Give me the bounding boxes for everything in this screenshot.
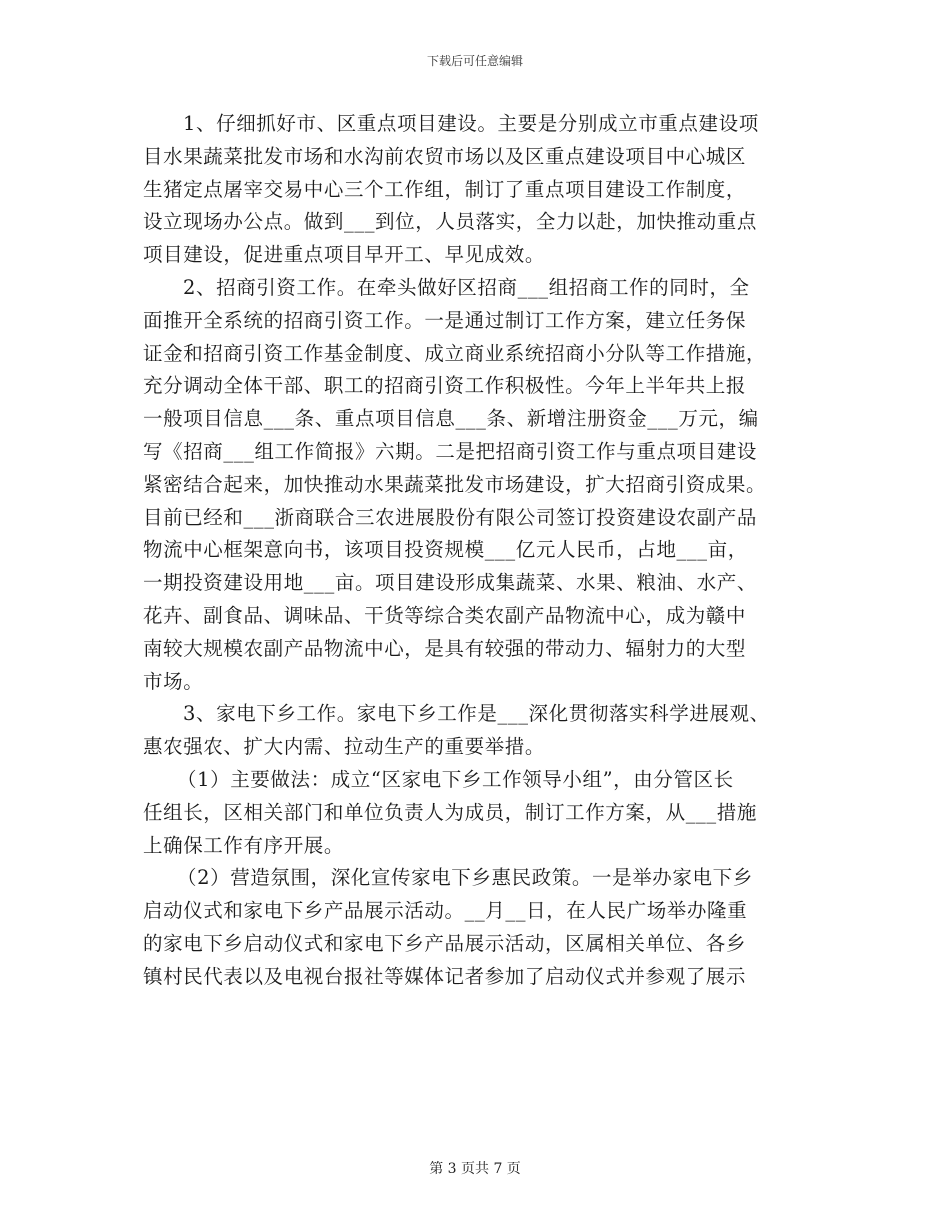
paragraph-line: 市场。: [143, 669, 204, 693]
paragraph-line: 1、仔细抓好市、区重点项目建设。主要是分别成立市重点建设项: [183, 112, 759, 135]
paragraph-line: 3、家电下乡工作。家电下乡工作是___深化贯彻落实科学进展观、: [183, 702, 770, 726]
paragraph-line: 一期投资建设用地___亩。项目建设形成集蔬菜、水果、粮油、水产、: [143, 571, 757, 595]
paragraph-line: 充分调动全体干部、职工的招商引资工作积极性。今年上半年共上报: [143, 374, 747, 398]
page-number: 第 3 页共 7 页: [429, 1161, 521, 1177]
paragraph-line: 任组长，区相关部门和单位负责人为成员，制订工作方案，从___措施: [143, 800, 757, 824]
paragraph-line: 上确保工作有序开展。: [143, 833, 345, 857]
paragraph-line: 目前已经和___浙商联合三农进展股份有限公司签订投资建设农副产品: [143, 505, 757, 529]
paragraph-line: 2、招商引资工作。在牵头做好区招商___组招商工作的同时，全: [183, 275, 750, 299]
paragraph-line: 面推开全系统的招商引资工作。一是通过制订工作方案，建立任务保: [143, 308, 747, 332]
paragraph-line: 紧密结合起来，加快推动水果蔬菜批发市场建设，扩大招商引资成果。: [143, 472, 767, 496]
paragraph-line: 花卉、副食品、调味品、干货等综合类农副产品物流中心，成为赣中: [143, 603, 747, 627]
paragraph-line: 镇村民代表以及电视台报社等媒体记者参加了启动仪式并参观了展示: [143, 964, 747, 988]
paragraph-line: （1）主要做法：成立“区家电下乡工作领导小组”，由分管区长: [177, 767, 734, 791]
paragraph-line: 一般项目信息___条、重点项目信息___条、新增注册资金___万元，编: [143, 407, 759, 431]
paragraph-line: 证金和招商引资工作基金制度、成立商业系统招商小分队等工作措施，: [143, 341, 767, 365]
paragraph-line: 物流中心框架意向书，该项目投资规模___亿元人民币，占地___亩，: [143, 538, 748, 562]
paragraph-line: 惠农强农、扩大内需、拉动生产的重要举措。: [143, 735, 546, 759]
paragraph-line: （2）营造氛围，深化宣传家电下乡惠民政策。一是举办家电下乡: [177, 866, 753, 890]
paragraph-line: 设立现场办公点。做到___到位，人员落实，全力以赴，加快推动重点: [143, 210, 757, 234]
page-header: 下载后可任意编辑: [426, 54, 523, 68]
paragraph-line: 写《招商___组工作简报》六期。二是把招商引资工作与重点项目建设: [143, 439, 757, 463]
paragraph-line: 南较大规模农副产品物流中心，是具有较强的带动力、辐射力的大型: [143, 636, 747, 660]
paragraph-line: 生猪定点屠宰交易中心三个工作组，制订了重点项目建设工作制度，: [143, 177, 747, 201]
document-body: [143, 108, 807, 994]
paragraph-line: 的家电下乡启动仪式和家电下乡产品展示活动，区属相关单位、各乡: [143, 931, 747, 955]
paragraph-line: 目水果蔬菜批发市场和水沟前农贸市场以及区重点建设项目中心城区: [143, 144, 747, 168]
paragraph-line: 项目建设，促进重点项目早开工、早见成效。: [143, 243, 546, 267]
paragraph-line: 启动仪式和家电下乡产品展示活动。__月__日，在人民广场举办隆重: [143, 899, 748, 923]
